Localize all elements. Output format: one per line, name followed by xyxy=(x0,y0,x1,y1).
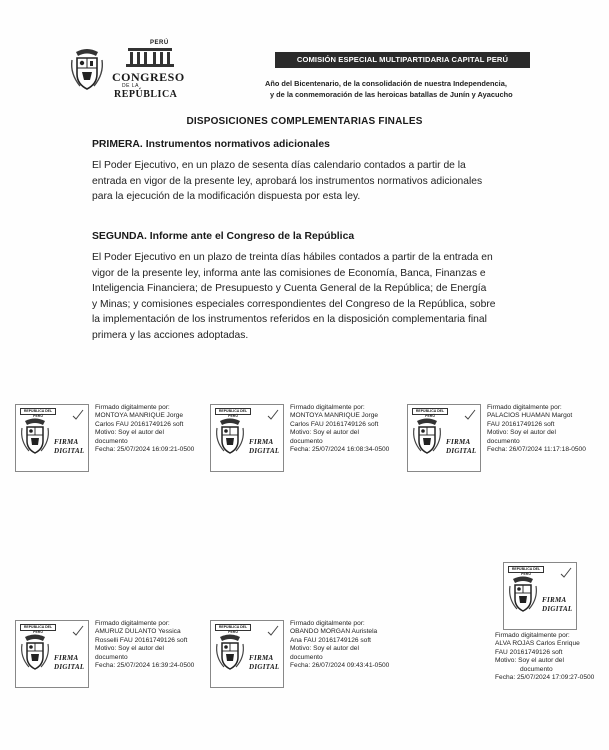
stamp-digital: DIGITAL xyxy=(249,663,280,671)
signature-details xyxy=(487,404,586,454)
signature-line: AMURUZ DULANTO Yessica xyxy=(95,628,181,636)
signature-stamp xyxy=(503,562,577,630)
checkmark-icon xyxy=(267,625,279,637)
signature-line: FAU 20161749126 soft xyxy=(495,648,563,656)
section-body-primera xyxy=(92,158,522,205)
signature-stamp xyxy=(15,620,89,688)
paragraph-line: Inteligencia Financiera; de Presupuesto y Cuenta General de la República; de Energía xyxy=(92,283,487,294)
stamp-header: REPÚBLICA DEL PERÚ xyxy=(412,408,448,415)
signature-details xyxy=(95,620,194,670)
stamp-firma: FIRMA xyxy=(249,438,274,446)
paragraph-line: para la ejecución de la modificación dispuesta por esta ley. xyxy=(92,191,361,202)
signature-line: Ana FAU 20161749126 soft xyxy=(290,636,372,644)
stamp-firma: FIRMA xyxy=(446,438,471,446)
checkmark-icon xyxy=(72,625,84,637)
checkmark-icon xyxy=(267,409,279,421)
signature-line: Fecha: 25/07/2024 16:08:34-0500 xyxy=(290,446,390,454)
signature-details xyxy=(290,620,389,670)
signature-line: documento xyxy=(487,437,520,445)
coat-of-arms-icon xyxy=(508,574,538,614)
page-title: DISPOSICIONES COMPLEMENTARIAS FINALES xyxy=(186,116,423,127)
year-line-1: Año del Bicentenario, de la consolidación de nuestra Independencia, xyxy=(265,79,507,88)
signature-line: OBANDO MORGAN Auristela xyxy=(290,628,378,636)
signature-line: Fecha: 25/07/2024 16:39:24-0500 xyxy=(95,662,195,670)
signature-line: Motivo: Soy el autor del xyxy=(95,645,164,653)
signature-line: Motivo: Soy el autor del xyxy=(95,429,164,437)
signature-line: PALACIOS HUAMAN Margot xyxy=(487,412,573,420)
section-heading-primera: PRIMERA. Instrumentos normativos adicionales xyxy=(92,139,330,150)
signature-line: documento xyxy=(95,653,128,661)
signature-details xyxy=(95,404,194,454)
stamp-digital: DIGITAL xyxy=(446,447,477,455)
paragraph-line: El Poder Ejecutivo, en un plazo de sesenta días calendario contados a partir de la xyxy=(92,160,466,171)
signature-line: documento xyxy=(290,437,323,445)
paragraph-line: la implementación de los instrumentos referidos en la disposición complementaria final xyxy=(92,314,487,325)
signature-line: FAU 20161749126 soft xyxy=(487,420,555,428)
signature-line: Firmado digitalmente por: xyxy=(95,620,170,627)
checkmark-icon xyxy=(464,409,476,421)
coat-of-arms-icon xyxy=(70,46,104,92)
signature-line: Rosselli FAU 20161749126 soft xyxy=(95,636,188,644)
logo-line-1: CONGRESO xyxy=(112,70,185,84)
signature-line: Firmado digitalmente por: xyxy=(95,404,170,411)
signature-line: Motivo: Soy el autor del xyxy=(290,645,359,653)
section-body-segunda xyxy=(92,250,522,343)
signature-line: documento xyxy=(520,665,553,673)
coat-of-arms-icon xyxy=(20,416,50,456)
signature-line: Firmado digitalmente por: xyxy=(290,404,365,411)
stamp-digital: DIGITAL xyxy=(249,447,280,455)
signature-line: Carlos FAU 20161749126 soft xyxy=(290,420,379,428)
stamp-digital: DIGITAL xyxy=(54,447,85,455)
signature-line: Fecha: 26/07/2024 11:17:18-0500 xyxy=(487,446,586,454)
paragraph-line: y Minas; y comisiones especiales correspondientes del Congreso de la República, sobre xyxy=(92,298,496,310)
signature-line: documento xyxy=(95,437,128,445)
signature-line: Motivo: Soy el autor del xyxy=(487,429,556,437)
commission-banner: COMISIÓN ESPECIAL MULTIPARTIDARIA CAPITAL PERÚ xyxy=(275,52,530,68)
stamp-firma: FIRMA xyxy=(542,596,567,604)
stamp-firma: FIRMA xyxy=(54,654,79,662)
signature-line: Fecha: 26/07/2024 09:43:41-0500 xyxy=(290,662,390,670)
section-heading-segunda: SEGUNDA. Informe ante el Congreso de la República xyxy=(92,231,355,242)
checkmark-icon xyxy=(560,567,572,579)
signature-details xyxy=(495,632,594,682)
stamp-header: REPÚBLICA DEL PERÚ xyxy=(20,624,56,631)
signature-line: Carlos FAU 20161749126 soft xyxy=(95,420,184,428)
paragraph-line: primera y las acciones adoptadas. xyxy=(92,329,249,341)
signature-line: Fecha: 25/07/2024 16:09:21-0500 xyxy=(95,446,195,454)
signature-line: Motivo: Soy el autor del xyxy=(495,657,564,665)
coat-of-arms-icon xyxy=(412,416,442,456)
signature-line: Fecha: 25/07/2024 17:09:27-0500 xyxy=(495,674,595,682)
logo-country: PERÚ xyxy=(150,40,169,46)
stamp-header: REPÚBLICA DEL PERÚ xyxy=(215,408,251,415)
signature-line: Firmado digitalmente por: xyxy=(290,620,365,627)
paragraph-line: vigor de la presente ley, informa ante las comisiones de Economía, Banca, Finanzas e xyxy=(92,267,486,279)
coat-of-arms-icon xyxy=(215,632,245,672)
coat-of-arms-icon xyxy=(215,416,245,456)
paragraph-line: entrada en vigor de la presente ley, aprobará los instrumentos normativos adicionales xyxy=(92,175,483,187)
signature-line: MONTOYA MANRIQUE Jorge xyxy=(95,412,184,420)
stamp-header: REPÚBLICA DEL PERÚ xyxy=(508,566,544,573)
stamp-digital: DIGITAL xyxy=(54,663,85,671)
signature-line: MONTOYA MANRIQUE Jorge xyxy=(290,412,379,420)
stamp-firma: FIRMA xyxy=(54,438,79,446)
stamp-header: REPÚBLICA DEL PERÚ xyxy=(215,624,251,631)
stamp-firma: FIRMA xyxy=(249,654,274,662)
signature-stamp xyxy=(210,620,284,688)
logo-line-3: REPÚBLICA xyxy=(114,89,178,100)
congreso-logo xyxy=(70,42,190,102)
logo-line-2: DE LA xyxy=(122,83,139,89)
stamp-header: REPÚBLICA DEL PERÚ xyxy=(20,408,56,415)
signature-line: Firmado digitalmente por: xyxy=(487,404,562,411)
signature-details xyxy=(290,404,389,454)
signature-stamp xyxy=(15,404,89,472)
coat-of-arms-icon xyxy=(20,632,50,672)
stamp-digital: DIGITAL xyxy=(542,605,573,613)
signature-line: Motivo: Soy el autor del xyxy=(290,429,359,437)
year-line-2: y de la conmemoración de las heroicas batallas de Junín y Ayacucho xyxy=(270,90,513,99)
paragraph-line: El Poder Ejecutivo en un plazo de treinta días hábiles contados a partir de la entrada en xyxy=(92,252,493,263)
checkmark-icon xyxy=(72,409,84,421)
signature-line: ALVA ROJAS Carlos Enrique xyxy=(495,640,580,648)
signature-line: Firmado digitalmente por: xyxy=(495,632,570,639)
signature-stamp xyxy=(210,404,284,472)
signature-stamp xyxy=(407,404,481,472)
signature-line: documento xyxy=(290,653,323,661)
